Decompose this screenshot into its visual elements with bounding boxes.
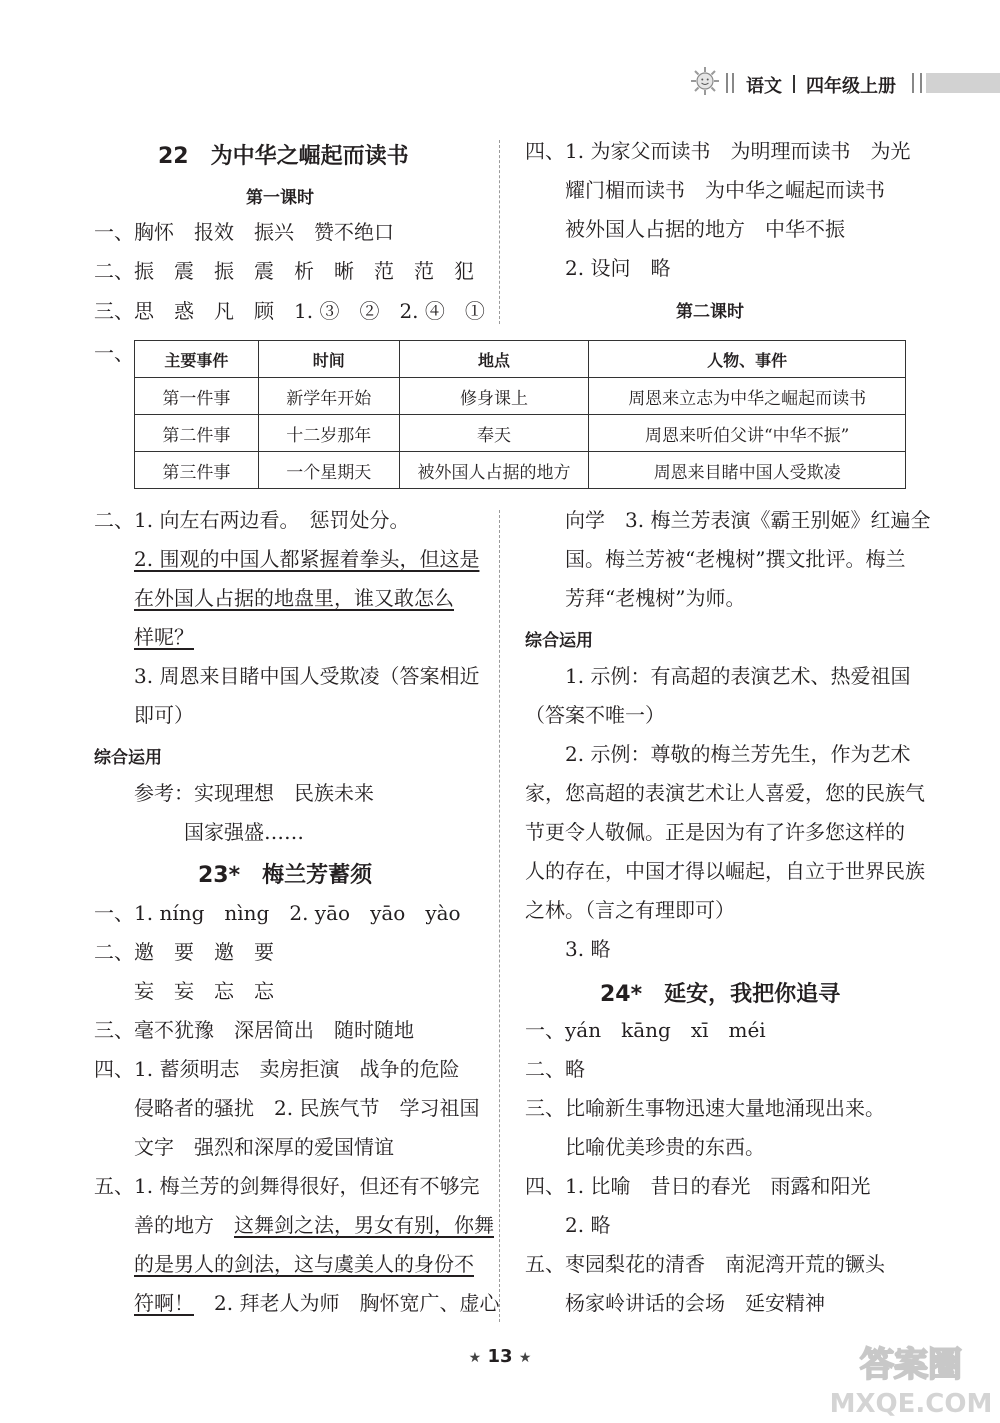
answer-line: 四、1. 蓄须明志 卖房拒演 战争的危险 xyxy=(94,1057,460,1081)
lesson-22-title: 22 为中华之崛起而读书 xyxy=(158,144,409,169)
answer-line: （答案不唯一） xyxy=(525,703,665,727)
answer-line: 侵略者的骚扰 2. 民族气节 学习祖国 xyxy=(134,1096,480,1120)
header-divider xyxy=(912,73,922,93)
answer-line: 三、思 惑 凡 顾 1. ③ ② 2. ④ ① xyxy=(94,299,485,323)
answer-text-underlined: 这舞剑之法，男女有别，你舞 xyxy=(234,1213,494,1237)
answer-line: 3. 略 xyxy=(565,937,611,961)
answer-line: 2. 示例：尊敬的梅兰芳先生，作为艺术 xyxy=(565,742,911,766)
answer-line: 2. 设问 略 xyxy=(565,256,671,280)
table-header: 人物、事件 xyxy=(589,341,906,378)
column-divider xyxy=(499,140,500,324)
star-icon: ★ xyxy=(468,1350,482,1366)
answer-line-underlined: 在外国人占据的地盘里，谁又敢怎么 xyxy=(134,586,454,610)
table-prefix: 一、 xyxy=(94,341,134,365)
answer-line: 一、yán kāng xī méi xyxy=(525,1018,766,1042)
answer-line: 五、1. 梅兰芳的剑舞得很好，但还有不够完 xyxy=(94,1174,480,1198)
table-cell: 十二岁那年 xyxy=(258,415,399,452)
header-subject: 语文 xyxy=(746,76,782,97)
header-separator xyxy=(793,75,795,93)
answer-line: 文字 强烈和深厚的爱国情谊 xyxy=(134,1135,394,1159)
watermark-text-top: 答案圈 xyxy=(860,1345,962,1385)
page-number-text: 13 xyxy=(487,1346,513,1367)
table-cell: 被外国人占据的地方 xyxy=(399,452,589,489)
answer-text: 善的地方 xyxy=(134,1213,234,1237)
table-cell: 新学年开始 xyxy=(258,378,399,415)
answer-line: 一、1. níng nìng 2. yāo yāo yào xyxy=(94,901,461,925)
answer-line: 比喻优美珍贵的东西。 xyxy=(565,1135,765,1159)
lesson-23-title: 23* 梅兰芳蓄须 xyxy=(198,863,373,888)
table-row xyxy=(135,452,906,489)
watermark-logo xyxy=(826,1336,996,1418)
table-header: 主要事件 xyxy=(135,341,259,378)
header-grade: 四年级上册 xyxy=(806,76,896,97)
header-bar xyxy=(926,73,1000,93)
answer-line xyxy=(134,1290,499,1316)
answer-line: 五、枣园梨花的清香 南泥湾开荒的镢头 xyxy=(525,1252,885,1276)
answer-line: 家，您高超的表演艺术让人喜爱，您的民族气 xyxy=(525,781,925,805)
answer-line: 向学 3. 梅兰芳表演《霸王别姬》红遍全 xyxy=(565,508,931,532)
table-cell: 第三件事 xyxy=(135,452,259,489)
answer-line: 之林。（言之有理即可） xyxy=(525,898,735,922)
answer-line-underlined: 样呢？ xyxy=(134,625,194,649)
answer-line: 四、1. 比喻 昔日的春光 雨露和阳光 xyxy=(525,1174,871,1198)
answer-line: 耀门楣而读书 为中华之崛起而读书 xyxy=(565,178,885,202)
answer-line: 二、略 xyxy=(525,1057,585,1081)
column-divider xyxy=(499,510,500,1322)
answer-line: 二、邀 要 邀 要 xyxy=(94,940,274,964)
answer-line xyxy=(134,1212,494,1238)
answer-line-underlined: 2. 围观的中国人都紧握着拳头，但这是 xyxy=(134,547,480,571)
table-cell: 周恩来立志为中华之崛起而读书 xyxy=(589,378,906,415)
lesson-1-heading: 第一课时 xyxy=(246,188,314,208)
table-cell: 奉天 xyxy=(399,415,589,452)
answer-text: 2. 拜老人为师 胸怀宽广、虚心 xyxy=(194,1291,500,1315)
table-row xyxy=(135,415,906,452)
answer-line-underlined: 的是男人的剑法，这与虞美人的身份不 xyxy=(134,1252,474,1276)
table-cell: 周恩来听伯父讲“中华不振” xyxy=(589,415,906,452)
answer-line: 二、振 震 振 震 析 晰 范 范 犯 xyxy=(94,259,474,283)
table-header: 时间 xyxy=(258,341,399,378)
table-header-row xyxy=(135,341,906,378)
answer-line: 即可） xyxy=(134,703,194,727)
answer-line: 3. 周恩来目睹中国人受欺凌（答案相近 xyxy=(134,664,480,688)
answer-line: 国。梅兰芳被“老槐树”撰文批评。梅兰 xyxy=(565,547,906,571)
section-heading: 综合运用 xyxy=(525,631,593,651)
answer-line: 国家强盛…… xyxy=(184,820,304,844)
star-icon: ★ xyxy=(518,1350,532,1366)
lesson-24-title: 24* 延安，我把你追寻 xyxy=(600,982,841,1007)
answer-line: 芳拜“老槐树”为师。 xyxy=(565,586,746,610)
watermark-text-bottom: MXQE.COM xyxy=(829,1389,993,1418)
table-cell: 周恩来目睹中国人受欺凌 xyxy=(589,452,906,489)
table-cell: 修身课上 xyxy=(399,378,589,415)
table-row xyxy=(135,378,906,415)
sun-logo-icon xyxy=(690,66,720,96)
lesson-2-heading: 第二课时 xyxy=(676,302,744,322)
answer-line: 妄 妄 忘 忘 xyxy=(134,979,274,1003)
answer-line: 参考：实现理想 民族未来 xyxy=(134,781,374,805)
answer-line: 三、比喻新生事物迅速大量地涌现出来。 xyxy=(525,1096,885,1120)
section-heading: 综合运用 xyxy=(94,748,162,768)
answer-line: 2. 略 xyxy=(565,1213,611,1237)
answer-line: 三、毫不犹豫 深居简出 随时随地 xyxy=(94,1018,414,1042)
answer-line: 节更令人敬佩。正是因为有了许多您这样的 xyxy=(525,820,905,844)
events-table xyxy=(134,340,906,489)
answer-line: 1. 示例：有高超的表演艺术、热爱祖国 xyxy=(565,664,911,688)
table-cell: 第二件事 xyxy=(135,415,259,452)
answer-line: 四、1. 为家父而读书 为明理而读书 为光 xyxy=(525,139,911,163)
table-header: 地点 xyxy=(399,341,589,378)
answer-line: 一、胸怀 报效 振兴 赞不绝口 xyxy=(94,220,394,244)
answer-line: 被外国人占据的地方 中华不振 xyxy=(565,217,845,241)
header-divider xyxy=(726,73,734,93)
answer-line: 杨家岭讲话的会场 延安精神 xyxy=(565,1291,825,1315)
table-cell: 第一件事 xyxy=(135,378,259,415)
answer-line: 人的存在，中国才得以崛起，自立于世界民族 xyxy=(525,859,925,883)
table-cell: 一个星期天 xyxy=(258,452,399,489)
answer-line: 二、1. 向左右两边看。 惩罚处分。 xyxy=(94,508,410,532)
answer-text-underlined: 符啊！ xyxy=(134,1291,194,1315)
